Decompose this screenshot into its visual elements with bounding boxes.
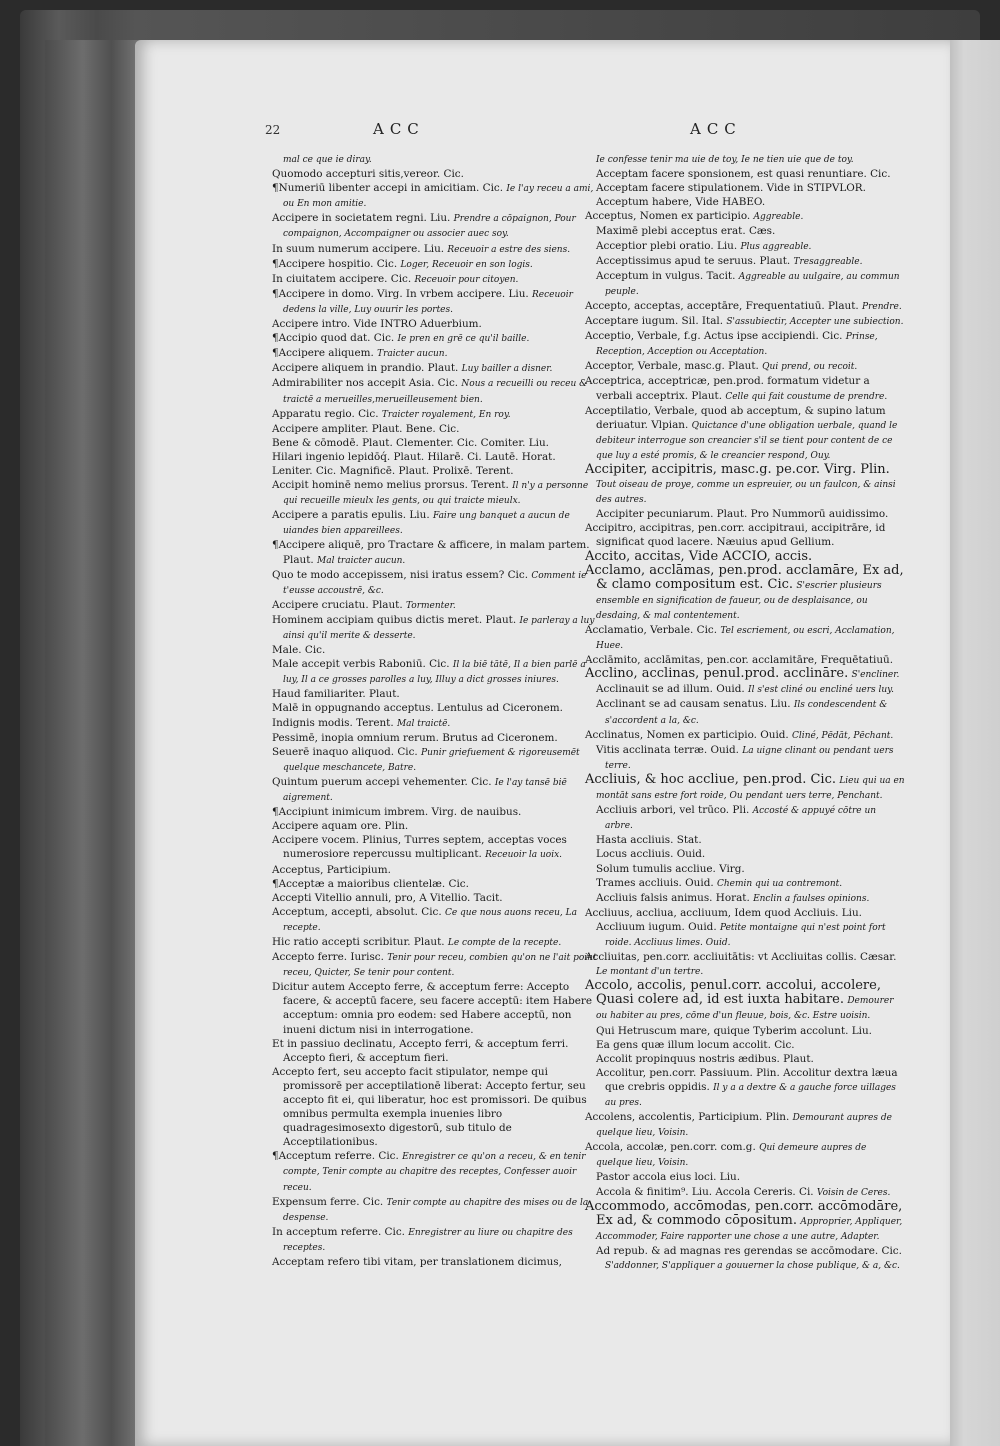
dictionary-entry (272, 701, 600, 715)
latin-text: ¶Accipere aliquē, pro Tractare & afficere, in malam partem. Plaut. (272, 539, 590, 566)
latin-text: Accipere vocem. Plinius, Turres septem, acceptas voces numerosiore repercussu multiplicant. (272, 834, 567, 861)
french-gloss: Le montant d'un tertre. (596, 967, 704, 978)
latin-text: Hic ratio accepti scribitur. Plaut. (272, 935, 445, 948)
french-gloss: Ie parleray a luy ainsi qu'il merite & desserte. (283, 615, 595, 641)
dictionary-entry (585, 653, 905, 667)
french-gloss: Il s'est cliné ou encliné uers luy. (748, 685, 894, 696)
latin-text: Accliuus, accliua, accliuum, Idem quod Accliuis. Liu. (585, 906, 862, 919)
book-spine (45, 40, 140, 1446)
latin-text: Accipit hominē nemo melius prorsus. Terent. (272, 479, 509, 492)
latin-text: Ea gens quæ illum locum accolit. Cic. (596, 1038, 795, 1051)
latin-text: Et in passiuo declinatu, Accepto ferri, & acceptum ferri. Accepto fieri, & acceptum fieri. (272, 1037, 569, 1064)
latin-text: Accolit propinquus nostris ædibus. Plaut. (596, 1052, 814, 1065)
running-head-left: ACC (373, 120, 425, 138)
latin-text: Malē in oppugnando acceptus. Lentulus ad Ciceronem. (272, 702, 563, 715)
dictionary-entry (272, 745, 600, 775)
french-gloss: Il n'y a personne qui recueille mieulx les gents, ou qui traicte mieulx. (283, 481, 589, 507)
dictionary-entry (585, 329, 905, 359)
latin-text: Pessimē, inopia omnium rerum. Brutus ad Ciceronem. (272, 731, 558, 744)
dictionary-entry (272, 833, 600, 862)
dictionary-entry (585, 979, 905, 1023)
latin-text: Hominem accipiam quibus dictis meret. Plaut. (272, 613, 517, 626)
dictionary-entry (272, 331, 600, 346)
dictionary-entry (272, 568, 600, 598)
dictionary-entry (272, 361, 600, 376)
dictionary-entry (585, 299, 905, 314)
dictionary-entry (272, 598, 600, 613)
latin-text: Male accepit verbis Raboniū. Cic. (272, 658, 450, 671)
french-gloss: Tormenter. (405, 600, 456, 611)
dictionary-entry (272, 1065, 600, 1150)
latin-text: ¶Accipiunt inimicum imbrem. Virg. de nauibus. (272, 806, 522, 819)
french-gloss: La uigne clinant ou pendant uers terre. (605, 745, 894, 771)
dictionary-entry (272, 407, 600, 422)
french-gloss: Traicter royalement, En roy. (381, 409, 511, 420)
latin-text: Bene & cōmodē. Plaut. Clementer. Cic. Comiter. Liu. (272, 436, 549, 449)
french-gloss: Aggreable au uulgaire, au commun peuple. (605, 271, 900, 297)
latin-text: Acceptare iugum. Sil. Ital. (585, 315, 724, 328)
french-gloss: Receuoir la uoix. (485, 850, 563, 861)
french-gloss: Qui demeure aupres de quelque lieu, Voisin. (596, 1143, 867, 1169)
latin-text: Quomodo accepturi sitis,vereor. Cic. (272, 168, 464, 181)
latin-text: Vitis acclinata terræ. Ouid. (596, 743, 739, 756)
latin-text: Acceptam facere sponsionem, est quasi renuntiare. Cic. (596, 168, 891, 181)
latin-text: Acclino, acclinas, penul.prod. acclināre. (585, 666, 849, 682)
dictionary-entry (585, 550, 905, 564)
dictionary-entry (585, 181, 905, 195)
french-gloss: Mal traicter aucun. (317, 555, 406, 566)
dictionary-entry (585, 239, 905, 254)
latin-text: Accepto ferre. Iurisc. (272, 951, 384, 964)
french-gloss: Demourant aupres de quelque lieu, Voisin. (596, 1113, 892, 1139)
latin-text: Acceptilatio, Verbale, quod ab acceptum, & supino latum deriuatur. Vlpian. (585, 404, 886, 431)
latin-text: Acceptior plebi oratio. Liu. (596, 239, 738, 252)
dictionary-entry (272, 167, 600, 181)
latin-text: Maximē plebi acceptus erat. Cæs. (596, 225, 776, 238)
french-gloss: Ce que nous auons receu, La recepte. (283, 907, 577, 933)
dictionary-entry (585, 209, 905, 224)
french-gloss: Ie l'ay receu a ami, ou En mon amitie. (283, 184, 594, 210)
latin-text: Acclamo, acclāmas, pen.prod. acclamāre, Ex ad, & clamo compositum est. Cic. (585, 562, 904, 592)
dictionary-entry (272, 538, 600, 567)
dictionary-entry (585, 623, 905, 653)
dictionary-entry (585, 891, 905, 906)
french-gloss: Accosté & appuyé cōtre un arbre. (605, 806, 877, 832)
dictionary-entry (272, 181, 600, 211)
dictionary-entry (272, 422, 600, 436)
latin-text: Acceptum habere, Vide HABEO. (596, 196, 766, 209)
right-column (585, 152, 905, 1273)
dictionary-entry (272, 1255, 600, 1269)
latin-text: Quo te modo accepissem, nisi iratus essem? Cic. (272, 568, 528, 581)
dictionary-entry (272, 819, 600, 833)
dictionary-entry (585, 152, 905, 167)
latin-text: Accipere aquam ore. Plin. (272, 820, 409, 833)
dictionary-entry (272, 508, 600, 538)
dictionary-entry (585, 1244, 905, 1273)
french-gloss: Ie l'ay tansē biē aigrement. (283, 777, 567, 804)
dictionary-entry (272, 1149, 600, 1194)
latin-text: Accipere intro. Vide INTRO Aduerbium. (272, 318, 482, 331)
dictionary-entry (272, 317, 600, 331)
latin-text: Acceptrica, acceptricæ, pen.prod. formatum videtur a verbali acceptrix. Plaut. (585, 375, 870, 402)
latin-text: Accipere cruciatu. Plaut. (272, 598, 403, 611)
dictionary-entry (272, 863, 600, 877)
french-gloss: Plus aggreable. (740, 241, 812, 252)
latin-text: Solum tumulis accliue. Virg. (596, 862, 745, 875)
dictionary-entry (585, 697, 905, 727)
latin-text: ¶Accipere aliquem. (272, 347, 374, 360)
dictionary-entry (585, 167, 905, 181)
latin-text: Pastor accola eius loci. Liu. (596, 1171, 741, 1184)
french-gloss: S'assubiectir, Accepter une subiection. (726, 317, 904, 328)
french-gloss: S'addonner, S'appliquer a gouuerner la chose publique, & a, &c. (605, 1261, 900, 1272)
french-gloss: Ie confesse tenir ma uie de toy, Ie ne tien uie que de toy. (596, 155, 854, 165)
french-gloss: Il y a a dextre & a gauche force uillages au pres. (605, 1082, 896, 1108)
dictionary-entry (585, 1185, 905, 1200)
french-gloss: Loger, Receuoir en son logis. (400, 259, 533, 270)
latin-text: Acclinauit se ad illum. Ouid. (596, 683, 745, 696)
french-gloss: Voisin de Ceres. (816, 1187, 891, 1198)
french-gloss: Faire ung banquet a aucun de uiandes bien appareillees. (283, 511, 570, 537)
dictionary-entry (585, 1024, 905, 1038)
running-head-right: ACC (690, 120, 742, 138)
dictionary-entry (585, 1052, 905, 1066)
dictionary-entry (272, 287, 600, 317)
dictionary-entry (585, 254, 905, 269)
dictionary-entry (585, 1170, 905, 1184)
french-gloss: Ie pren en grē ce qu'il baille. (397, 334, 530, 345)
latin-text: Accommodo, accōmodas, pen.corr. accōmodāre, Ex ad, & commodo cōpositum. (585, 1198, 903, 1228)
latin-text: Accipere aliquem in prandio. Plaut. (272, 362, 459, 375)
french-gloss: Enregistrer ce qu'on a receu, & en tenir compte, Tenir compte au chapitre des receptes, Confesser auoir receu. (283, 1152, 586, 1193)
latin-text: Accliuis falsis animus. Horat. (596, 891, 750, 904)
latin-text: Acclinant se ad causam senatus. Liu. (596, 698, 791, 711)
latin-text: Haud familiariter. Plaut. (272, 688, 400, 701)
latin-text: Quintum puerum accepi vehementer. Cic. (272, 775, 492, 788)
latin-text: Accola, accolæ, pen.corr. com.g. (585, 1141, 756, 1154)
dictionary-entry (585, 1066, 905, 1110)
latin-text: Accipere in societatem regni. Liu. (272, 212, 451, 225)
latin-text: Acceptam refero tibi vitam, per translationem dicimus, (272, 1256, 562, 1269)
dictionary-entry (585, 728, 905, 743)
dictionary-entry (585, 667, 905, 682)
dictionary-entry (272, 257, 600, 272)
latin-text: Trames accliuis. Ouid. (596, 876, 714, 889)
french-gloss: Nous a recueilli ou receu & traictē a merueilles,merueilleusement bien. (283, 379, 588, 405)
latin-text: Expensum ferre. Cic. (272, 1195, 384, 1208)
french-gloss: Mal traictē. (396, 718, 451, 729)
french-gloss: Tresaggreable. (793, 256, 863, 267)
latin-text: Accola & finitim⁹. Liu. Accola Cereris. Ci. (596, 1185, 814, 1198)
french-gloss: Punir griefuement & rigoreusemēt quelque meschancete, Batre. (283, 747, 580, 773)
dictionary-entry (272, 950, 600, 980)
dictionary-entry (272, 905, 600, 935)
dictionary-entry (272, 877, 600, 891)
dictionary-entry (585, 876, 905, 891)
dictionary-entry (585, 521, 905, 549)
french-gloss: Il la biē tātē, Il a bien parlē a luy, Il a ce grosses parolles a luy, Illuy a dict grosses iniures. (283, 660, 586, 686)
dictionary-entry (272, 152, 600, 167)
latin-text: Indignis modis. Terent. (272, 716, 394, 729)
dictionary-entry (272, 436, 600, 450)
dictionary-entry (585, 269, 905, 299)
french-gloss: Receuoir dedens la ville, Luy ouurir les portes. (283, 289, 573, 315)
dictionary-entry (585, 374, 905, 403)
latin-text: Ad repub. & ad magnas res gerendas se accōmodare. Cic. (596, 1244, 902, 1257)
latin-text: ¶Acceptæ a maioribus clientelæ. Cic. (272, 877, 469, 890)
dictionary-entry (585, 833, 905, 847)
latin-text: Accepto fert, seu accepto facit stipulator, nempe qui promissorē per acceptilationē liberat: Accepto fertur, seu accepto fit ei, qui liberatur, hoc est promissori. De quibus omnibus permulta exempla inuenies libro quadragesimosexto digestorū, sub titulo de Acceptilationibus. (272, 1065, 587, 1149)
dictionary-entry (272, 980, 600, 1036)
latin-text: Acclamatio, Verbale. Cic. (585, 624, 718, 636)
latin-text: Accepto, acceptas, acceptāre, Frequentatiuū. Plaut. (585, 299, 859, 312)
dictionary-entry (272, 935, 600, 950)
latin-text: In suum numerum accipere. Liu. (272, 242, 445, 255)
french-gloss: Luy bailler a disner. (461, 364, 553, 375)
latin-text: Male. Cic. (272, 644, 326, 657)
latin-text: Accipere ampliter. Plaut. Bene. Cic. (272, 422, 460, 435)
facing-page-edge (948, 40, 1000, 1446)
dictionary-entry (585, 920, 905, 950)
latin-text: Acceptor, Verbale, masc.g. Plaut. (585, 360, 759, 373)
dictionary-entry (272, 478, 600, 508)
french-gloss: Petite montaigne qui n'est point fort roide. Accliuus limes. Ouid. (605, 922, 886, 948)
french-gloss: Tout oiseau de proye, comme un espreuier, ou un faulcon, & ainsi des autres. (596, 480, 896, 506)
latin-text: Accliuum iugum. Ouid. (596, 920, 717, 933)
latin-text: Hilari ingenio lepidōq́. Plaut. Hilarē. Ci. Lautē. Horat. (272, 450, 556, 463)
french-gloss: Prinse, Reception, Acception ou Acceptation. (596, 332, 878, 358)
dictionary-entry (272, 1037, 600, 1065)
latin-text: Qui Hetruscum mare, quique Tyberim accolunt. Liu. (596, 1024, 872, 1037)
french-gloss: Prendre. (862, 301, 902, 312)
dictionary-entry (585, 773, 905, 803)
dictionary-entry (272, 891, 600, 905)
dictionary-entry (272, 731, 600, 745)
french-gloss: Enclin a faulses opinions. (753, 893, 870, 904)
latin-text: ¶Numeriū libenter accepi in amicitiam. Cic. (272, 182, 504, 195)
latin-text: ¶Accipere hospitio. Cic. (272, 257, 398, 270)
dictionary-entry (585, 359, 905, 374)
dictionary-entry (585, 314, 905, 329)
french-gloss: S'encliner. (851, 670, 900, 681)
latin-text: In acceptum referre. Cic. (272, 1225, 405, 1238)
dictionary-entry (272, 657, 600, 687)
french-gloss: Le compte de la recepte. (447, 937, 562, 948)
dictionary-entry (585, 507, 905, 521)
latin-text: Acclinatus, Nomen ex participio. Ouid. (585, 728, 789, 741)
latin-text: Seuerē inaquo aliquod. Cic. (272, 745, 418, 758)
dictionary-entry (272, 211, 600, 241)
latin-text: Accepti Vitellio annuli, pro, A Vitellio. Tacit. (272, 891, 503, 904)
latin-text: ¶Accipio quod dat. Cic. (272, 332, 395, 345)
french-gloss: Chemin qui ua contremont. (716, 878, 843, 889)
latin-text: Accipiter pecuniarum. Plaut. Pro Nummorū auidissimo. (596, 508, 889, 521)
latin-text: Acceptus, Nomen ex participio. (585, 210, 751, 223)
latin-text: Admirabiliter nos accepit Asia. Cic. (272, 377, 459, 390)
dictionary-entry (585, 862, 905, 876)
dictionary-entry (585, 564, 905, 623)
dictionary-entry (272, 1195, 600, 1225)
dictionary-entry (272, 805, 600, 819)
latin-text: Locus accliuis. Ouid. (596, 848, 706, 861)
french-gloss: Prendre a cōpaignon, Pour compaignon, Accompaigner ou associer auec soy. (283, 214, 576, 240)
latin-text: Accipere a paratis epulis. Liu. (272, 509, 430, 522)
latin-text: Accolo, accolis, penul.corr. accolui, accolere, Quasi colere ad, id est iuxta habitare. (585, 978, 881, 1008)
latin-text: Accito, accitas, Vide ACCIO, accis. (585, 548, 813, 564)
dictionary-entry (585, 803, 905, 833)
latin-text: In ciuitatem accipere. Cic. (272, 272, 412, 285)
dictionary-entry (272, 346, 600, 361)
french-gloss: Qui prend, ou recoit. (762, 362, 858, 373)
latin-text: Accolens, accolentis, Participium. Plin. (585, 1111, 790, 1124)
dictionary-entry (272, 272, 600, 287)
french-gloss: Tel escriement, ou escri, Acclamation, Huee. (596, 626, 895, 652)
latin-text: Leniter. Cic. Magnificē. Plaut. Prolixē. Terent. (272, 464, 514, 477)
page-number: 22 (265, 123, 281, 137)
latin-text: Accliuis, & hoc accliue, pen.prod. Cic. (585, 771, 836, 787)
dictionary-entry (585, 224, 905, 238)
dictionary-entry (585, 1200, 905, 1244)
dictionary-entry (585, 195, 905, 209)
latin-text: Acceptio, Verbale, f.g. Actus ipse accipiendi. Cic. (585, 330, 843, 343)
french-gloss: Tenir compte au chapitre des mises ou de la despense. (283, 1197, 589, 1223)
dictionary-entry (585, 847, 905, 861)
dictionary-entry (272, 464, 600, 478)
french-gloss: Ils condescendent & s'accordent a la, &c. (605, 700, 888, 726)
latin-text: Accliuitas, pen.corr. accliuitātis: vt Accliuitas collis. Cæsar. (585, 951, 897, 964)
french-gloss: Celle qui fait coustume de prendre. (725, 391, 888, 402)
dictionary-entry (272, 643, 600, 657)
dictionary-entry (585, 743, 905, 773)
french-gloss: Traicter aucun. (377, 349, 448, 360)
french-gloss: Quictance d'une obligation uerbale, quand le debiteur interrogue son creancier s'il se tient pour content de ce que luy a esté promis, & le creancier respond, Ouy. (596, 420, 898, 461)
french-gloss: Approprier, Appliquer, Accommoder, Faire rapporter une chose a une autre, Adapter. (596, 1216, 903, 1242)
french-gloss: Lieu qui ua en montāt sans estre fort roide, Ou pendant uers terre, Penchant. (596, 775, 905, 802)
latin-text: Accolitur, pen.corr. Passiuum. Plin. Accolitur dextra læua que crebris oppidis. (596, 1066, 898, 1093)
latin-text: ¶Acceptum referre. Cic. (272, 1150, 399, 1163)
latin-text: Acceptissimus apud te seruus. Plaut. (596, 254, 791, 267)
french-gloss: Aggreable. (753, 212, 804, 223)
latin-text: Acceptam facere stipulationem. Vide in STIPVLOR. (596, 182, 866, 195)
dictionary-entry (272, 1225, 600, 1255)
french-gloss: Cliné, Pēdāt, Pēchant. (792, 730, 894, 741)
dictionary-entry (272, 613, 600, 643)
dictionary-entry (585, 950, 905, 979)
dictionary-entry (585, 682, 905, 697)
french-gloss: Demourer ou habiter au pres, cōme d'un fleuue, bois, &c. Estre uoisin. (596, 996, 894, 1022)
dictionary-entry (585, 1110, 905, 1140)
latin-text: Acceptus, Participium. (272, 863, 391, 876)
latin-text: Acceptum, accepti, absolut. Cic. (272, 905, 442, 918)
dictionary-entry (272, 775, 600, 805)
dictionary-entry (585, 906, 905, 920)
latin-text: Acceptum in vulgus. Tacit. (596, 269, 736, 282)
latin-text: ¶Accipere in domo. Virg. In vrbem accipere. Liu. (272, 287, 529, 300)
french-gloss: Receuoir pour citoyen. (414, 274, 519, 285)
dictionary-entry (272, 716, 600, 731)
latin-text: Accipiter, accipitris, masc.g. pe.cor. Virg. Plin. (585, 461, 890, 477)
dictionary-entry (272, 242, 600, 257)
left-column (272, 152, 600, 1269)
french-gloss: Enregistrer au liure ou chapitre des receptes. (283, 1227, 573, 1253)
french-gloss: Receuoir a estre des siens. (447, 244, 571, 255)
dictionary-entry (272, 450, 600, 464)
french-gloss: S'escrier plusieurs ensemble en signification de faueur, ou de desplaisance, ou desdaing, & mal contentement. (596, 580, 882, 621)
latin-text: Dicitur autem Accepto ferre, & acceptum ferre: Accepto facere, & acceptū facere, seu facere acceptū: item Habere acceptum: omnia pro eodem: sed Habere acceptū, non inueni dictum nisi in interrogatione. (272, 981, 593, 1036)
dictionary-entry (272, 376, 600, 406)
dictionary-entry (585, 404, 905, 463)
latin-text: Apparatu regio. Cic. (272, 407, 379, 420)
french-gloss: Tenir pour receu, combien qu'on ne l'ait point receu, Quicter, Se tenir pour content. (283, 953, 597, 979)
dictionary-entry (272, 687, 600, 701)
french-gloss: mal ce que ie diray. (283, 155, 372, 165)
french-gloss: Comment ie t'eusse accoustrē, &c. (283, 570, 587, 596)
dictionary-entry (585, 1140, 905, 1170)
latin-text: Acclāmito, acclāmitas, pen.cor. acclamitāre, Frequētatiuū. (585, 654, 894, 667)
dictionary-entry (585, 463, 905, 507)
dictionary-entry (585, 1038, 905, 1052)
latin-text: Accliuis arbori, vel trūco. Pli. (596, 804, 750, 817)
latin-text: Accipitro, accipitras, pen.corr. accipitraui, accipitrāre, id significat quod lacere. Næuius apud Gellium. (585, 522, 886, 549)
latin-text: Hasta accliuis. Stat. (596, 834, 702, 847)
